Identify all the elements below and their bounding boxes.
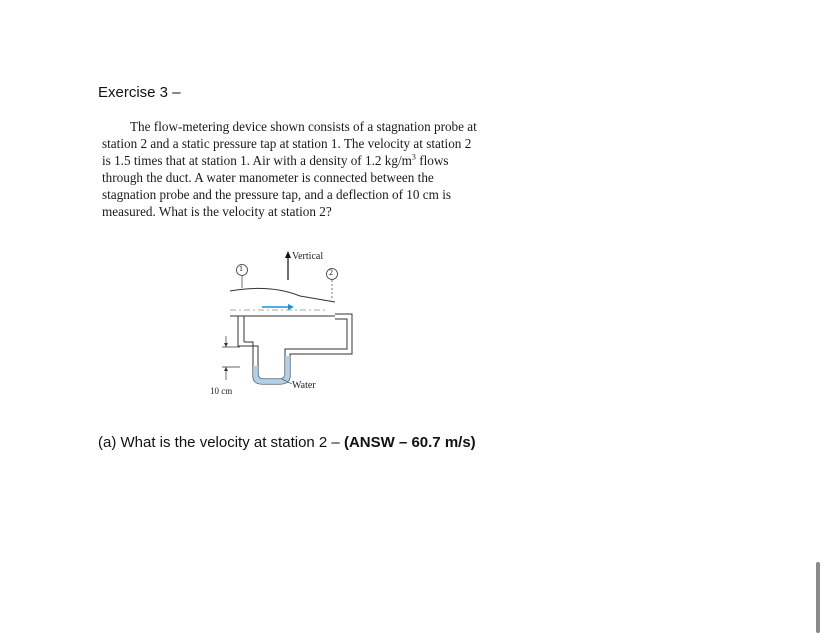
dimension-arrowhead-bottom: [224, 367, 228, 371]
superscript: 3: [411, 152, 416, 162]
flow-meter-figure: [200, 246, 370, 406]
vertical-scrollbar[interactable]: [816, 562, 820, 633]
label-deflection: 10 cm: [210, 386, 233, 396]
probe-tube-inner: [285, 319, 347, 368]
dimension-arrowhead-top: [224, 343, 228, 347]
u-tube-inner: [258, 352, 285, 379]
problem-text-part2: flows through the duct. A water manometer is connected between the stagnation probe and the pressure tap, and a deflection of 10 cm is measured. What is the velocity at station 2?: [102, 153, 451, 219]
label-water: Water: [292, 380, 316, 391]
question-a: [98, 434, 476, 451]
label-vertical: Vertical: [292, 251, 324, 262]
vertical-arrow-head: [285, 251, 291, 258]
duct-top-wall: [230, 288, 335, 302]
problem-statement: [102, 118, 482, 220]
flow-meter-diagram: [200, 246, 370, 406]
label-station-1: 1: [239, 264, 243, 273]
answer-text: (ANSW – 60.7 m/s): [343, 434, 476, 451]
problem-text-part1: The flow-metering device shown consists of a stagnation probe at station 2 and a static pressure tap at station 1. The velocity at station 2 is 1.5 times that at station 1. Air with a density of 1.2 kg/m: [102, 119, 477, 168]
probe-tube-outer: [290, 314, 352, 368]
exercise-title: Exercise 3 –: [98, 84, 181, 101]
static-connector-a: [244, 342, 253, 352]
flow-arrow-head: [288, 304, 294, 310]
label-station-2: 2: [329, 268, 333, 277]
question-text: (a) What is the velocity at station 2 –: [98, 434, 344, 451]
static-connector-b: [238, 342, 258, 352]
water-fill: [253, 356, 290, 384]
